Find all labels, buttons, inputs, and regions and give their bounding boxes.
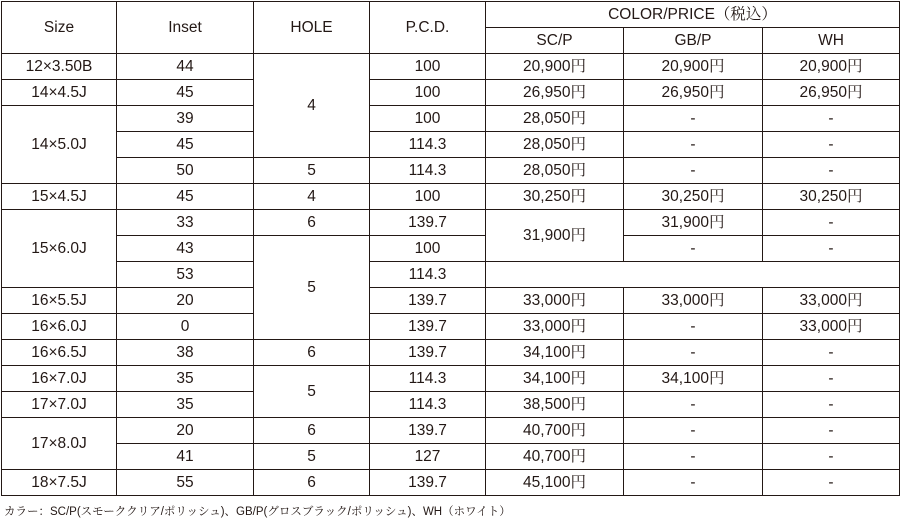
cell-sc-price: 30,250円 xyxy=(486,184,624,210)
cell-inset: 20 xyxy=(117,288,254,314)
cell-size: 12×3.50B xyxy=(2,54,117,80)
table-row xyxy=(2,366,900,392)
cell-inset: 35 xyxy=(117,366,254,392)
cell-hole: 4 xyxy=(254,54,370,158)
table-row xyxy=(2,210,900,236)
cell-wh-price: 20,900円 xyxy=(763,54,900,80)
header-size: Size xyxy=(2,2,117,54)
cell-pcd: 100 xyxy=(370,184,486,210)
cell-inset: 45 xyxy=(117,132,254,158)
cell-size: 17×7.0J xyxy=(2,392,117,418)
cell-hole: 6 xyxy=(254,470,370,496)
cell-pcd: 100 xyxy=(370,80,486,106)
cell-sc-price: 40,700円 xyxy=(486,444,624,470)
cell-gb-price: - xyxy=(624,444,763,470)
cell-size: 16×7.0J xyxy=(2,366,117,392)
cell-wh-price: - xyxy=(763,236,900,262)
cell-sc-price: 40,700円 xyxy=(486,418,624,444)
cell-pcd: 100 xyxy=(370,106,486,132)
header-hole: HOLE xyxy=(254,2,370,54)
header-color-price: COLOR/PRICE（税込） xyxy=(486,2,900,28)
cell-hole: 6 xyxy=(254,340,370,366)
cell-wh-price: - xyxy=(763,444,900,470)
cell-inset: 41 xyxy=(117,444,254,470)
cell-pcd: 139.7 xyxy=(370,210,486,236)
cell-hole: 5 xyxy=(254,366,370,418)
table-row xyxy=(2,158,900,184)
table-row xyxy=(2,80,900,106)
cell-size: 14×5.0J xyxy=(2,106,117,184)
cell-inset: 45 xyxy=(117,184,254,210)
cell-pcd: 114.3 xyxy=(370,392,486,418)
cell-gb-price: - xyxy=(624,314,763,340)
cell-inset: 50 xyxy=(117,158,254,184)
cell-inset: 33 xyxy=(117,210,254,236)
cell-wh-price: - xyxy=(763,340,900,366)
cell-gb-price: 31,900円 xyxy=(624,210,763,236)
cell-gb-price: - xyxy=(624,418,763,444)
table-row xyxy=(2,444,900,470)
cell-hole: 5 xyxy=(254,158,370,184)
cell-inset: 0 xyxy=(117,314,254,340)
cell-pcd: 139.7 xyxy=(370,470,486,496)
table-row xyxy=(2,470,900,496)
cell-size: 16×6.5J xyxy=(2,340,117,366)
cell-size: 15×4.5J xyxy=(2,184,117,210)
table-row xyxy=(2,184,900,210)
cell-pcd: 114.3 xyxy=(370,262,486,288)
cell-size: 14×4.5J xyxy=(2,80,117,106)
cell-sc-price: 38,500円 xyxy=(486,392,624,418)
cell-hole: 6 xyxy=(254,210,370,236)
wheel-spec-price-table xyxy=(1,1,900,496)
wheel-spec-price-table-container xyxy=(1,1,899,496)
cell-gb-price: - xyxy=(624,340,763,366)
cell-inset: 55 xyxy=(117,470,254,496)
cell-gb-price: - xyxy=(624,158,763,184)
cell-sc-price: 45,100円 xyxy=(486,470,624,496)
cell-pcd: 114.3 xyxy=(370,366,486,392)
cell-size: 16×6.0J xyxy=(2,314,117,340)
cell-sc-price: 26,950円 xyxy=(486,80,624,106)
cell-pcd: 139.7 xyxy=(370,418,486,444)
table-row xyxy=(2,236,900,262)
cell-sc-price: 33,000円 xyxy=(486,314,624,340)
cell-empty-prices xyxy=(486,262,900,288)
cell-pcd: 139.7 xyxy=(370,314,486,340)
cell-size: 15×6.0J xyxy=(2,210,117,288)
cell-wh-price: - xyxy=(763,366,900,392)
cell-gb-price: - xyxy=(624,470,763,496)
cell-size: 16×5.5J xyxy=(2,288,117,314)
cell-sc-price: 20,900円 xyxy=(486,54,624,80)
cell-sc-price: 34,100円 xyxy=(486,366,624,392)
cell-wh-price: - xyxy=(763,392,900,418)
cell-gb-price: 26,950円 xyxy=(624,80,763,106)
cell-hole: 4 xyxy=(254,184,370,210)
cell-inset: 45 xyxy=(117,80,254,106)
cell-sc-price: 34,100円 xyxy=(486,340,624,366)
cell-wh-price: - xyxy=(763,132,900,158)
cell-size: 17×8.0J xyxy=(2,418,117,470)
table-row xyxy=(2,54,900,80)
cell-sc-price: 28,050円 xyxy=(486,132,624,158)
cell-gb-price: - xyxy=(624,106,763,132)
cell-pcd: 114.3 xyxy=(370,132,486,158)
table-row xyxy=(2,132,900,158)
cell-inset: 53 xyxy=(117,262,254,288)
table-row xyxy=(2,418,900,444)
cell-sc-price: 28,050円 xyxy=(486,158,624,184)
cell-wh-price: - xyxy=(763,470,900,496)
cell-wh-price: 33,000円 xyxy=(763,314,900,340)
table-row xyxy=(2,288,900,314)
cell-gb-price: - xyxy=(624,392,763,418)
cell-pcd: 127 xyxy=(370,444,486,470)
cell-gb-price: - xyxy=(624,132,763,158)
cell-pcd: 139.7 xyxy=(370,340,486,366)
cell-sc-price: 33,000円 xyxy=(486,288,624,314)
cell-inset: 38 xyxy=(117,340,254,366)
cell-hole: 6 xyxy=(254,418,370,444)
cell-inset: 44 xyxy=(117,54,254,80)
header-gb: GB/P xyxy=(624,28,763,54)
cell-wh-price: - xyxy=(763,210,900,236)
cell-gb-price: 20,900円 xyxy=(624,54,763,80)
cell-gb-price: 34,100円 xyxy=(624,366,763,392)
table-row xyxy=(2,314,900,340)
header-wh: WH xyxy=(763,28,900,54)
cell-wh-price: - xyxy=(763,418,900,444)
cell-wh-price: 26,950円 xyxy=(763,80,900,106)
table-row xyxy=(2,340,900,366)
cell-gb-price: 30,250円 xyxy=(624,184,763,210)
color-footnote: カラー：SC/P(スモーククリア/ポリッシュ)、GB/P(グロスブラック/ポリッシュ)、WH（ホワイト） xyxy=(4,506,511,518)
cell-inset: 39 xyxy=(117,106,254,132)
cell-wh-price: 33,000円 xyxy=(763,288,900,314)
cell-sc-price: 31,900円 xyxy=(486,210,624,262)
cell-pcd: 100 xyxy=(370,236,486,262)
table-row xyxy=(2,392,900,418)
cell-inset: 35 xyxy=(117,392,254,418)
header-sc: SC/P xyxy=(486,28,624,54)
cell-wh-price: - xyxy=(763,158,900,184)
table-row xyxy=(2,106,900,132)
cell-sc-price: 28,050円 xyxy=(486,106,624,132)
cell-pcd: 100 xyxy=(370,54,486,80)
cell-wh-price: 30,250円 xyxy=(763,184,900,210)
cell-size: 18×7.5J xyxy=(2,470,117,496)
cell-pcd: 114.3 xyxy=(370,158,486,184)
cell-hole: 5 xyxy=(254,236,370,340)
cell-inset: 20 xyxy=(117,418,254,444)
cell-inset: 43 xyxy=(117,236,254,262)
cell-pcd: 139.7 xyxy=(370,288,486,314)
cell-gb-price: 33,000円 xyxy=(624,288,763,314)
header-pcd: P.C.D. xyxy=(370,2,486,54)
cell-hole: 5 xyxy=(254,444,370,470)
header-inset: Inset xyxy=(117,2,254,54)
cell-gb-price: - xyxy=(624,236,763,262)
cell-wh-price: - xyxy=(763,106,900,132)
table-row xyxy=(2,262,900,288)
